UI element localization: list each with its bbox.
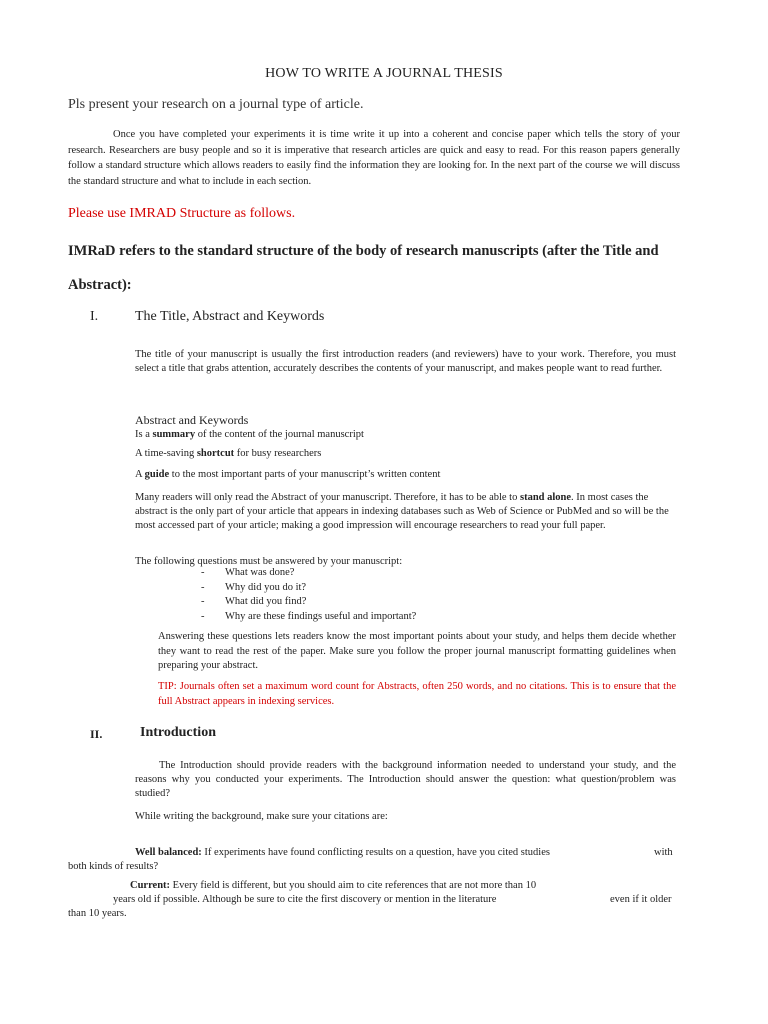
current-tail: even if it older (610, 894, 672, 905)
list-item: - What did you find? (201, 596, 307, 607)
section1-number: I. (90, 309, 99, 324)
abstract-item-shortcut (135, 447, 321, 461)
item-post: for busy researchers (234, 448, 322, 459)
item-bold: shortcut (196, 448, 235, 459)
list-item: - Why are these findings useful and important? (201, 610, 417, 622)
item-pre: A time-saving (135, 448, 197, 459)
current-end: than 10 years. (68, 908, 127, 919)
tip-paragraph: TIP: Journals often set a maximum word count for Abstracts, often 250 words, and no citations. This is to ensure that the full Abstract appears in indexing services. (158, 681, 676, 707)
question-text: Why did you do it? (225, 581, 307, 593)
item-post: of the content of the journal manuscript (195, 429, 364, 440)
background-line: While writing the background, make sure your citations are: (135, 811, 388, 822)
document-title: HOW TO WRITE A JOURNAL THESIS (265, 66, 503, 81)
item-bold: guide (144, 469, 170, 480)
current-cont: years old if possible. Although be sure to cite the first discovery or mention in the literature (113, 894, 497, 905)
well-balanced-cont: both kinds of results? (68, 861, 159, 872)
question-text: Why are these findings useful and important? (225, 610, 417, 622)
section2-number: II. (90, 727, 103, 741)
abstract-heading: Abstract and Keywords (135, 413, 249, 427)
question-text: What was done? (225, 567, 295, 578)
document-subtitle: Pls present your research on a journal type of article. (68, 97, 364, 112)
imrad-instruction: Please use IMRAD Structure as follows. (68, 206, 296, 221)
well-balanced-with: with (654, 847, 673, 858)
list-item: - What was done? (201, 567, 295, 578)
imrad-heading: IMRaD refers to the standard structure of the body of research manuscripts (after the Title and Abstract): (68, 243, 659, 293)
current-text: Every field is different, but you should aim to cite references that are not more than 10 (170, 880, 537, 891)
section1-title: The Title, Abstract and Keywords (135, 309, 325, 324)
standalone-post: . In most cases the abstract is the only part of your article that appears in indexing databases such as Web of Science or PubMed and so will be the most accessed part of your article; making a good impression will encourage researchers to read your full paper. (135, 492, 669, 531)
section2-title: Introduction (140, 725, 216, 740)
current-line (130, 879, 536, 893)
current-label: Current: (130, 880, 171, 891)
item-pre: Is a (135, 429, 153, 440)
standalone-pre: Many readers will only read the Abstract of your manuscript. Therefore, it has to be able to (135, 492, 520, 503)
question-text: What did you find? (225, 596, 307, 607)
abstract-item-guide (135, 468, 440, 482)
introduction-paragraph: The Introduction should provide readers with the background information needed to understand your study, and the reasons why you conducted your experiments. The Introduction should answer the question: what question/problem was studied? (135, 760, 676, 799)
questions-list (201, 566, 416, 624)
item-bold: summary (152, 429, 196, 440)
well-balanced-text: If experiments have found conflicting results on a question, have you cited studies (201, 847, 550, 858)
item-pre: A (135, 469, 145, 480)
well-balanced-label: Well balanced: (135, 847, 202, 858)
item-post: to the most important parts of your manuscript’s written content (169, 469, 441, 480)
standalone-bold: stand alone (519, 492, 572, 503)
well-balanced-line (135, 846, 550, 860)
intro-paragraph: Once you have completed your experiments it is time write it up into a coherent and concise paper which tells the story of your research. Researchers are busy people and so it is imperative that research articles are quick and easy to read. For this reason papers generally follow a standard structure which allows readers to easily find the information they are looking for. In the next part of the course we will discuss the standard structure and what to include in each section. (68, 129, 680, 187)
standalone-paragraph (135, 491, 676, 533)
list-item: - Why did you do it? (201, 581, 307, 593)
abstract-item-summary (135, 428, 364, 442)
questions-intro: The following questions must be answered by your manuscript: (135, 556, 403, 567)
title-paragraph: The title of your manuscript is usually the first introduction readers (and reviewers) have to your work. Therefore, you must select a title that grabs attention, accurately describes the contents of your manuscript, and makes people want to read further. (135, 349, 676, 374)
answering-paragraph: Answering these questions lets readers know the most important points about your study, and helps them decide whether they want to read the rest of the paper. Make sure you follow the proper journal manuscript formatting guidelines when preparing your abstract. (158, 631, 676, 671)
